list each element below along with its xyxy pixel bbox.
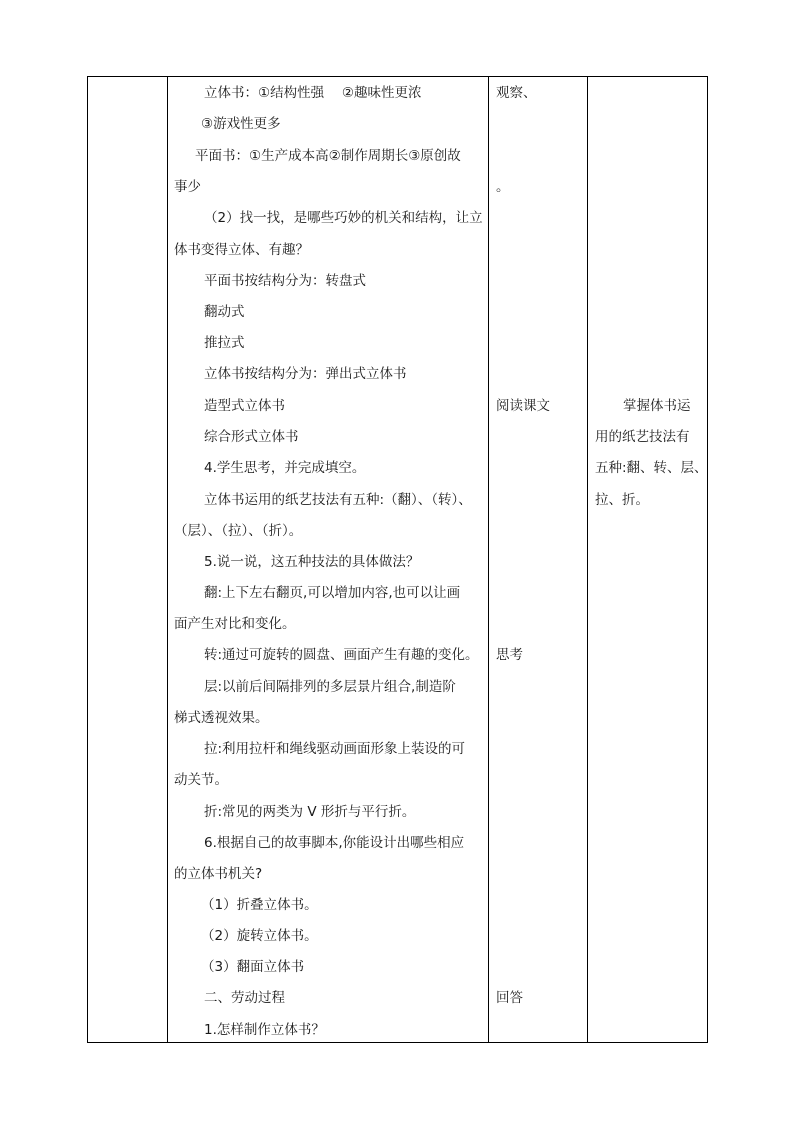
activity-label: 阅读课文 xyxy=(496,398,550,414)
content-line: 二、劳动过程 xyxy=(204,990,285,1006)
content-line: 动关节。 xyxy=(174,772,228,788)
content-line: （2）旋转立体书。 xyxy=(201,928,318,944)
content-line: （3）翻面立体书 xyxy=(201,959,305,975)
activity-label: 。 xyxy=(496,179,510,195)
content-line: 折:常见的两类为 V 形折与平行折。 xyxy=(204,804,416,820)
content-line: （层）、（拉）、（折）。 xyxy=(174,523,303,539)
content-line: 的立体书机关? xyxy=(174,866,263,882)
content-line: 5.说一说，这五种技法的具体做法？ xyxy=(204,554,420,570)
student-activity-cell xyxy=(489,77,588,1043)
content-line: 梯式透视效果。 xyxy=(174,710,269,726)
content-line: 1.怎样制作立体书？ xyxy=(204,1022,325,1038)
table-row xyxy=(88,77,708,1043)
content-line: 平面书按结构分为：转盘式 xyxy=(204,273,366,289)
content-line: 体书变得立体、有趣？ xyxy=(174,242,309,258)
content-line: 造型式立体书 xyxy=(204,398,285,414)
content-line: 6.根据自己的故事脚本,你能设计出哪些相应 xyxy=(204,835,465,851)
content-line: 层:以前后间隔排列的多层景片组合,制造阶 xyxy=(204,679,456,695)
teaching-content-cell xyxy=(168,77,489,1043)
content-line: （1）折叠立体书。 xyxy=(201,897,318,913)
blank-column-cell xyxy=(88,77,168,1043)
content-line: 立体书按结构分为：弹出式立体书 xyxy=(204,366,407,382)
content-line: 4.学生思考，并完成填空。 xyxy=(204,460,366,476)
content-line: 面产生对比和变化。 xyxy=(174,616,296,632)
content-line: 平面书：①生产成本高②制作周期长③原创故 xyxy=(195,148,461,164)
content-line: 立体书：①结构性强 ②趣味性更浓 xyxy=(204,85,422,101)
content-line: 事少 xyxy=(174,179,201,195)
content-line: 转:通过可旋转的圆盘、画面产生有趣的变化。 xyxy=(204,647,479,663)
goal-line: 用的纸艺技法有 xyxy=(595,429,690,445)
goal-line: 掌握体书运 xyxy=(623,398,691,414)
goal-line: 拉、折。 xyxy=(595,492,649,508)
lesson-plan-table xyxy=(87,76,708,1043)
content-line: 拉:利用拉杆和绳线驱动画面形象上装设的可 xyxy=(204,741,466,757)
activity-label: 观察、 xyxy=(496,85,537,101)
content-line: ③游戏性更多 xyxy=(201,116,281,132)
content-line: 立体书运用的纸艺技法有五种:（翻）、（转）、 xyxy=(204,492,472,508)
content-line: 综合形式立体书 xyxy=(204,429,299,445)
content-line: 翻动式 xyxy=(204,304,245,320)
activity-label: 思考 xyxy=(496,647,523,663)
content-line: 翻:上下左右翻页,可以增加内容,也可以让画 xyxy=(204,585,461,601)
design-intent-cell xyxy=(588,77,708,1043)
goal-line: 五种:翻、转、层、 xyxy=(595,460,708,476)
content-line: 推拉式 xyxy=(204,335,245,351)
activity-label: 回答 xyxy=(496,990,523,1006)
content-line: （2）找一找，是哪些巧妙的机关和结构，让立 xyxy=(204,210,483,226)
